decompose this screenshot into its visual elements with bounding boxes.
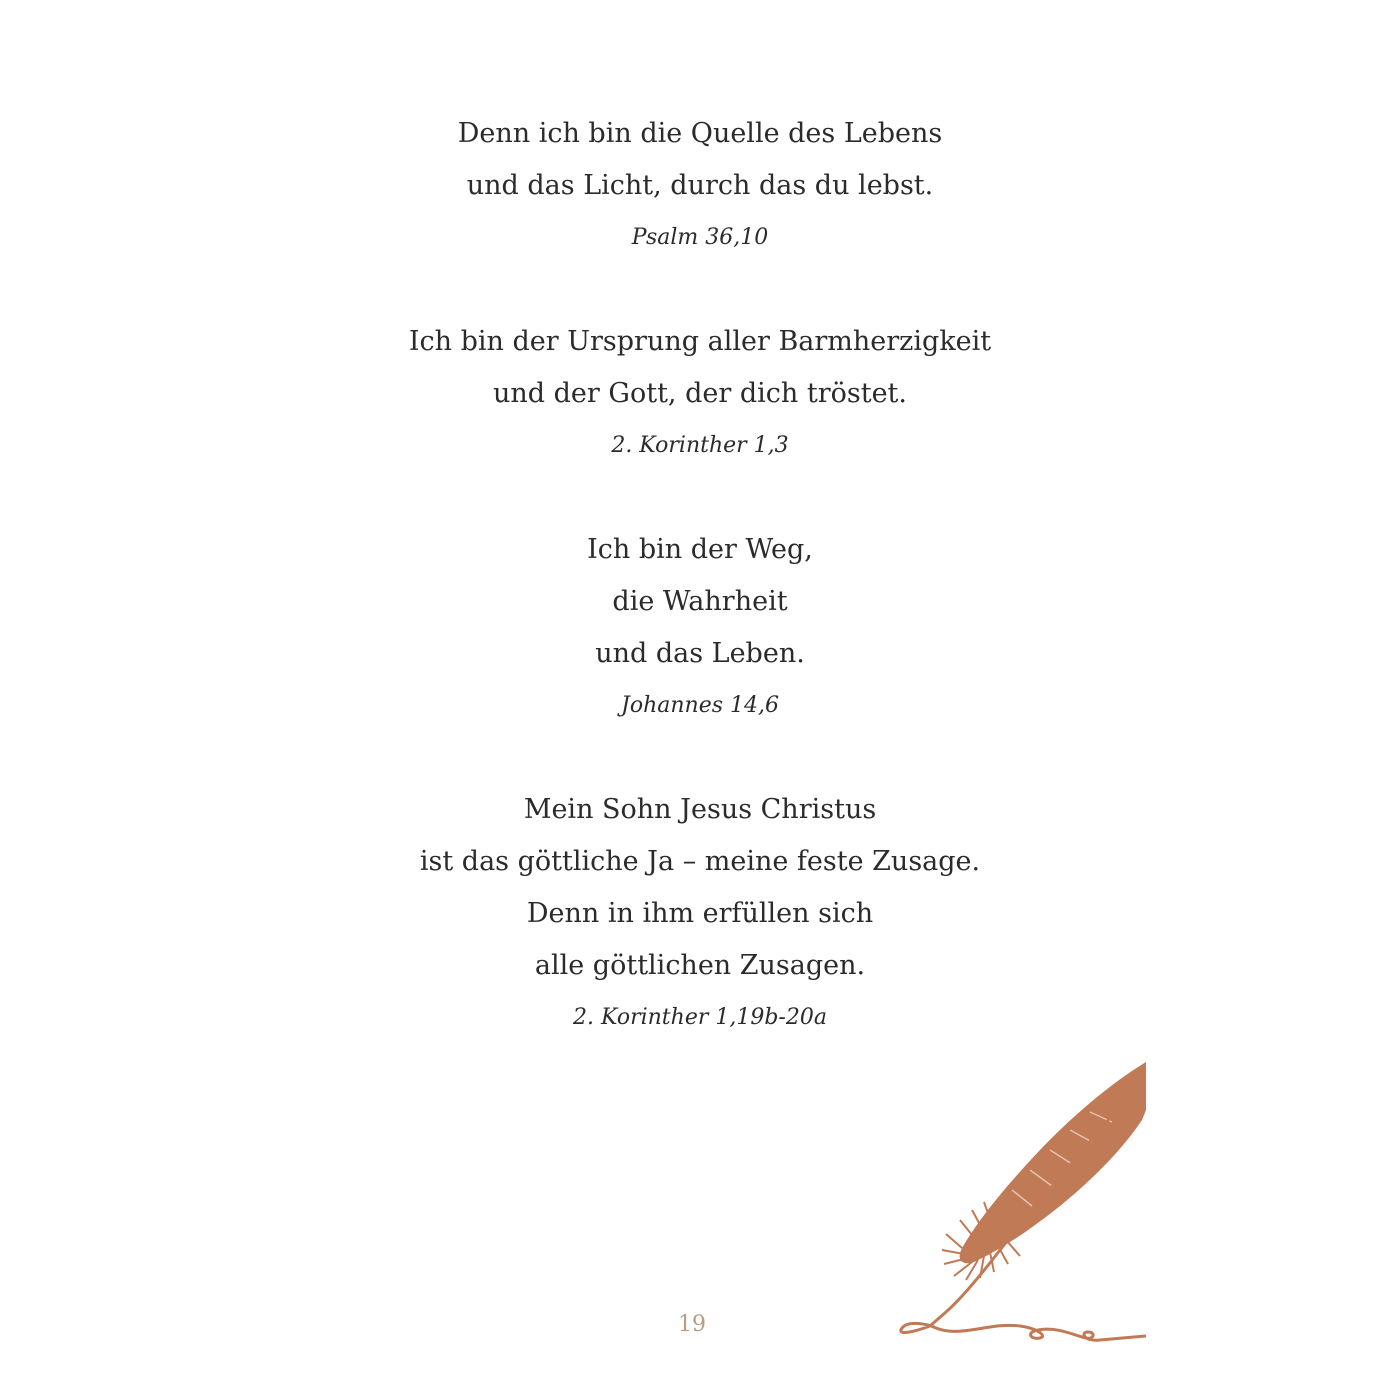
verse-line: Ich bin der Ursprung aller Barmherzigkeit xyxy=(408,326,992,357)
verse-line: und der Gott, der dich tröstet. xyxy=(493,378,907,409)
verse-line: und das Licht, durch das du lebst. xyxy=(466,170,934,201)
verse-block-4 xyxy=(380,784,1020,1044)
verse-reference: Johannes 14,6 xyxy=(621,693,779,718)
verse-block-1 xyxy=(380,108,1020,264)
verse-line: die Wahrheit xyxy=(612,586,788,617)
verse-reference: 2. Korinther 1,3 xyxy=(611,433,789,458)
verse-line: ist das göttliche Ja – meine feste Zusage. xyxy=(419,846,981,877)
verse-line: Denn in ihm erfüllen sich xyxy=(526,898,874,929)
verse-block-2 xyxy=(380,316,1020,472)
verse-line: Ich bin der Weg, xyxy=(587,534,813,565)
verse-line: alle göttlichen Zusagen. xyxy=(534,950,866,981)
verse-line: Denn ich bin die Quelle des Lebens xyxy=(457,118,943,149)
verse-block-3 xyxy=(380,524,1020,732)
verse-reference: 2. Korinther 1,19b-20a xyxy=(573,1005,827,1030)
quill-feather-icon xyxy=(880,1050,1160,1350)
verse-reference: Psalm 36,10 xyxy=(631,225,769,250)
page-number: 19 xyxy=(678,1312,706,1337)
verse-line: und das Leben. xyxy=(595,638,805,669)
verse-line: Mein Sohn Jesus Christus xyxy=(523,794,877,825)
